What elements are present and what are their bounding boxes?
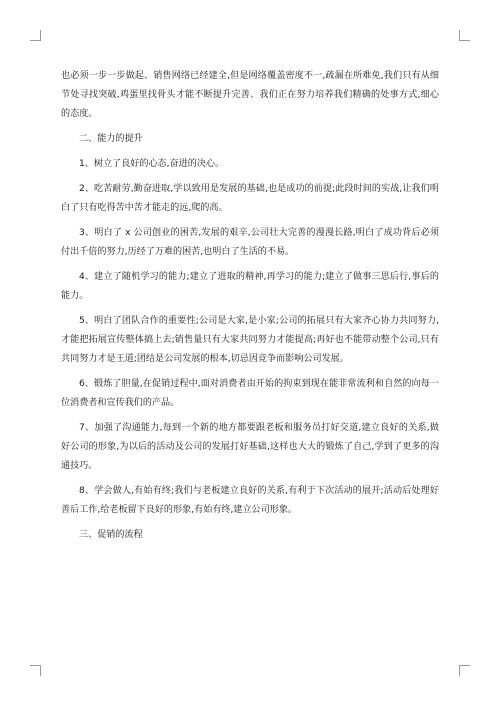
- crop-mark-top-left: [30, 30, 41, 41]
- document-body: [61, 67, 439, 551]
- section-heading-process: 三、促销的流程: [79, 530, 143, 540]
- paragraph-item-8: 8、学会做人,有始有终;我们与老板建立良好的关系,有利于下次活动的展开;活动后处理好善后工作,给老板留下良好的形象,有始有终,建立公司形象。: [61, 486, 439, 515]
- paragraph-item-5: 5、明白了团队合作的重要性;公司是大家,是小家;公司的拓展只有大家齐心协力共同努力,才能把拓展宣传整体搞上去;销售量只有大家共同努力才能提高;再好也不能带动整个公司,只有共同努力才是王道;团结是公司发展的根本,切忌因竞争而影响公司发展。: [61, 316, 439, 364]
- paragraph-item-7: 7、加强了沟通能力,每到一个新的地方都要跟老板和服务员打好交道,建立良好的关系,做好公司的形象,为以后的活动及公司的发展打好基础,这样也大大的锻炼了自己,学到了更多的沟通技巧。: [61, 423, 439, 471]
- section-heading-ability: 二、能力的提升: [79, 134, 143, 144]
- crop-mark-bottom-left: [30, 665, 41, 676]
- paragraph-item-4: 4、建立了随机学习的能力;建立了进取的精神,再学习的能力;建立了做事三思后行,事后的能力。: [61, 272, 439, 301]
- paragraph-item-3: 3、明白了 x 公司创业的困苦,发展的艰辛,公司壮大完善的漫漫长路,明白了成功背后必须付出千倍的努力,历经了万难的困苦,也明白了生活的不易。: [61, 228, 439, 257]
- crop-mark-top-right: [459, 30, 470, 41]
- paragraph-intro: 也必须一步一步做起、销售网络已经建全,但是网络覆盖密度不一,疏漏在所难免,我们只有从细节处寻找突破,鸡蛋里找骨头才能不断提升完善、我们正在努力培养我们精确的处事方式,细心的态度。: [61, 71, 439, 119]
- paragraph-item-1: 1、树立了良好的心态,奋进的决心。: [79, 159, 225, 169]
- crop-mark-bottom-right: [459, 665, 470, 676]
- paragraph-item-6: 6、锻炼了胆量,在促销过程中,面对消费者由开始的拘束到现在能非常流利和自然的向每一位消费者和宣传我们的产品。: [61, 379, 439, 408]
- paragraph-item-2: 2、吃苦耐劳,勤奋进取,学以致用是发展的基础,也是成功的前提;此段时间的实战,让我们明白了只有吃得苦中苦才能走的远,爬的高。: [61, 184, 439, 213]
